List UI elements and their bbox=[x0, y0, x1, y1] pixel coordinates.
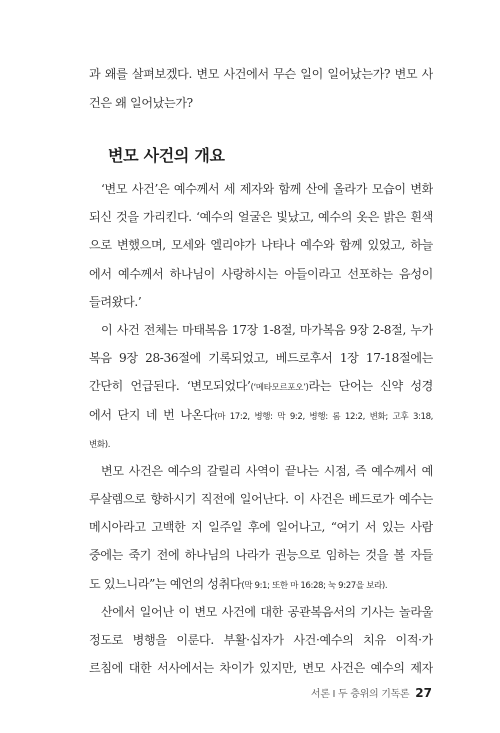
citation-text: (‘메타모르포오’) bbox=[250, 383, 309, 394]
body-line bbox=[89, 322, 433, 339]
body-line-text: 루살렘으로 향하시기 직전에 일어난다. 이 사건은 베드로가 예수는 bbox=[89, 492, 433, 507]
body-line-text: 간단히 언급된다. ‘변모되었다’ bbox=[89, 379, 251, 394]
body-line-text: 으로 변했으며, 모세와 엘리야가 나타나 예수와 함께 있었고, 하늘 bbox=[89, 238, 433, 253]
body-line-text: 도 있느니라”는 예언의 성취다 bbox=[89, 576, 242, 591]
section-heading: 변모 사건의 개요 bbox=[108, 146, 225, 165]
body-line bbox=[89, 237, 433, 254]
body-line bbox=[89, 632, 433, 649]
body-line bbox=[89, 491, 433, 508]
body-line bbox=[89, 209, 433, 226]
body-line-text: 되신 것을 가리킨다. ‘예수의 얼굴은 빛났고, 예수의 옷은 밝은 흰색 bbox=[89, 210, 433, 225]
body-line bbox=[89, 435, 433, 452]
running-head: 서론 I 두 층위의 기독론 bbox=[310, 689, 410, 700]
body-line bbox=[89, 378, 433, 395]
body-line bbox=[89, 463, 433, 480]
body-line-text: 에서 예수께서 하나님이 사랑하시는 아들이라고 선포하는 음성이 bbox=[89, 266, 433, 281]
body-line bbox=[89, 547, 433, 564]
body-line-text: 정도로 병행을 이룬다. 부활·십자가 사건·예수의 치유 이적·가 bbox=[89, 633, 433, 647]
body-line-text: 복음 9장 28-36절에 기록되었고, 베드로후서 1장 17-18절에는 bbox=[89, 351, 433, 366]
citation-text: (마 17:2, 병행: 막 9:2, 병행: 롬 12:2, 변화; 고후 3:18, bbox=[214, 411, 433, 422]
intro-line: 과 왜를 살펴보겠다. 변모 사건에서 무슨 일이 일어났는가? 변모 사 bbox=[89, 67, 433, 81]
intro-line: 건은 왜 일어났는가? bbox=[89, 96, 193, 110]
body-line bbox=[89, 266, 433, 283]
intro-paragraph bbox=[89, 66, 433, 124]
body-line-text: 들려왔다.’ bbox=[89, 294, 142, 309]
citation-text: (막 9:1; 또한 마 16:28; 눅 9:27을 보라). bbox=[241, 580, 388, 591]
body-line bbox=[89, 660, 433, 677]
citation-text: 변화). bbox=[89, 439, 111, 450]
body-line bbox=[89, 407, 433, 424]
body-line bbox=[89, 576, 433, 593]
body-line-text: 르침에 대한 서사에서는 차이가 있지만, 변모 사건은 예수의 제자 bbox=[89, 661, 433, 676]
section-body bbox=[89, 181, 433, 688]
body-line-tail: 라는 단어는 신약 성경 bbox=[308, 379, 433, 394]
body-line bbox=[89, 181, 433, 198]
body-line-text: 에서 단지 네 번 나온다 bbox=[89, 407, 215, 422]
body-line bbox=[89, 604, 433, 621]
body-line bbox=[89, 350, 433, 367]
body-line-text: 변모 사건은 예수의 갈릴리 사역이 끝나는 시점, 즉 예수께서 예 bbox=[101, 463, 433, 478]
body-line-text: 중에는 죽기 전에 하나님의 나라가 권능으로 임하는 것을 볼 자들 bbox=[89, 548, 433, 563]
body-line-text: 메시아라고 고백한 지 일주일 후에 일어나고, “여기 서 있는 사람 bbox=[89, 520, 433, 535]
body-line bbox=[89, 519, 433, 536]
body-line-text: 이 사건 전체는 마태복음 17장 1-8절, 마가복음 9장 2-8절, 누가 bbox=[101, 322, 433, 337]
body-line-text: ‘변모 사건’은 예수께서 세 제자와 함께 산에 올라가 모습이 변화 bbox=[101, 182, 433, 196]
page-number: 27 bbox=[415, 686, 432, 700]
body-line bbox=[89, 294, 433, 311]
page-footer bbox=[311, 682, 432, 701]
body-line-text: 산에서 일어난 이 변모 사건에 대한 공관복음서의 기사는 놀라울 bbox=[101, 604, 433, 619]
